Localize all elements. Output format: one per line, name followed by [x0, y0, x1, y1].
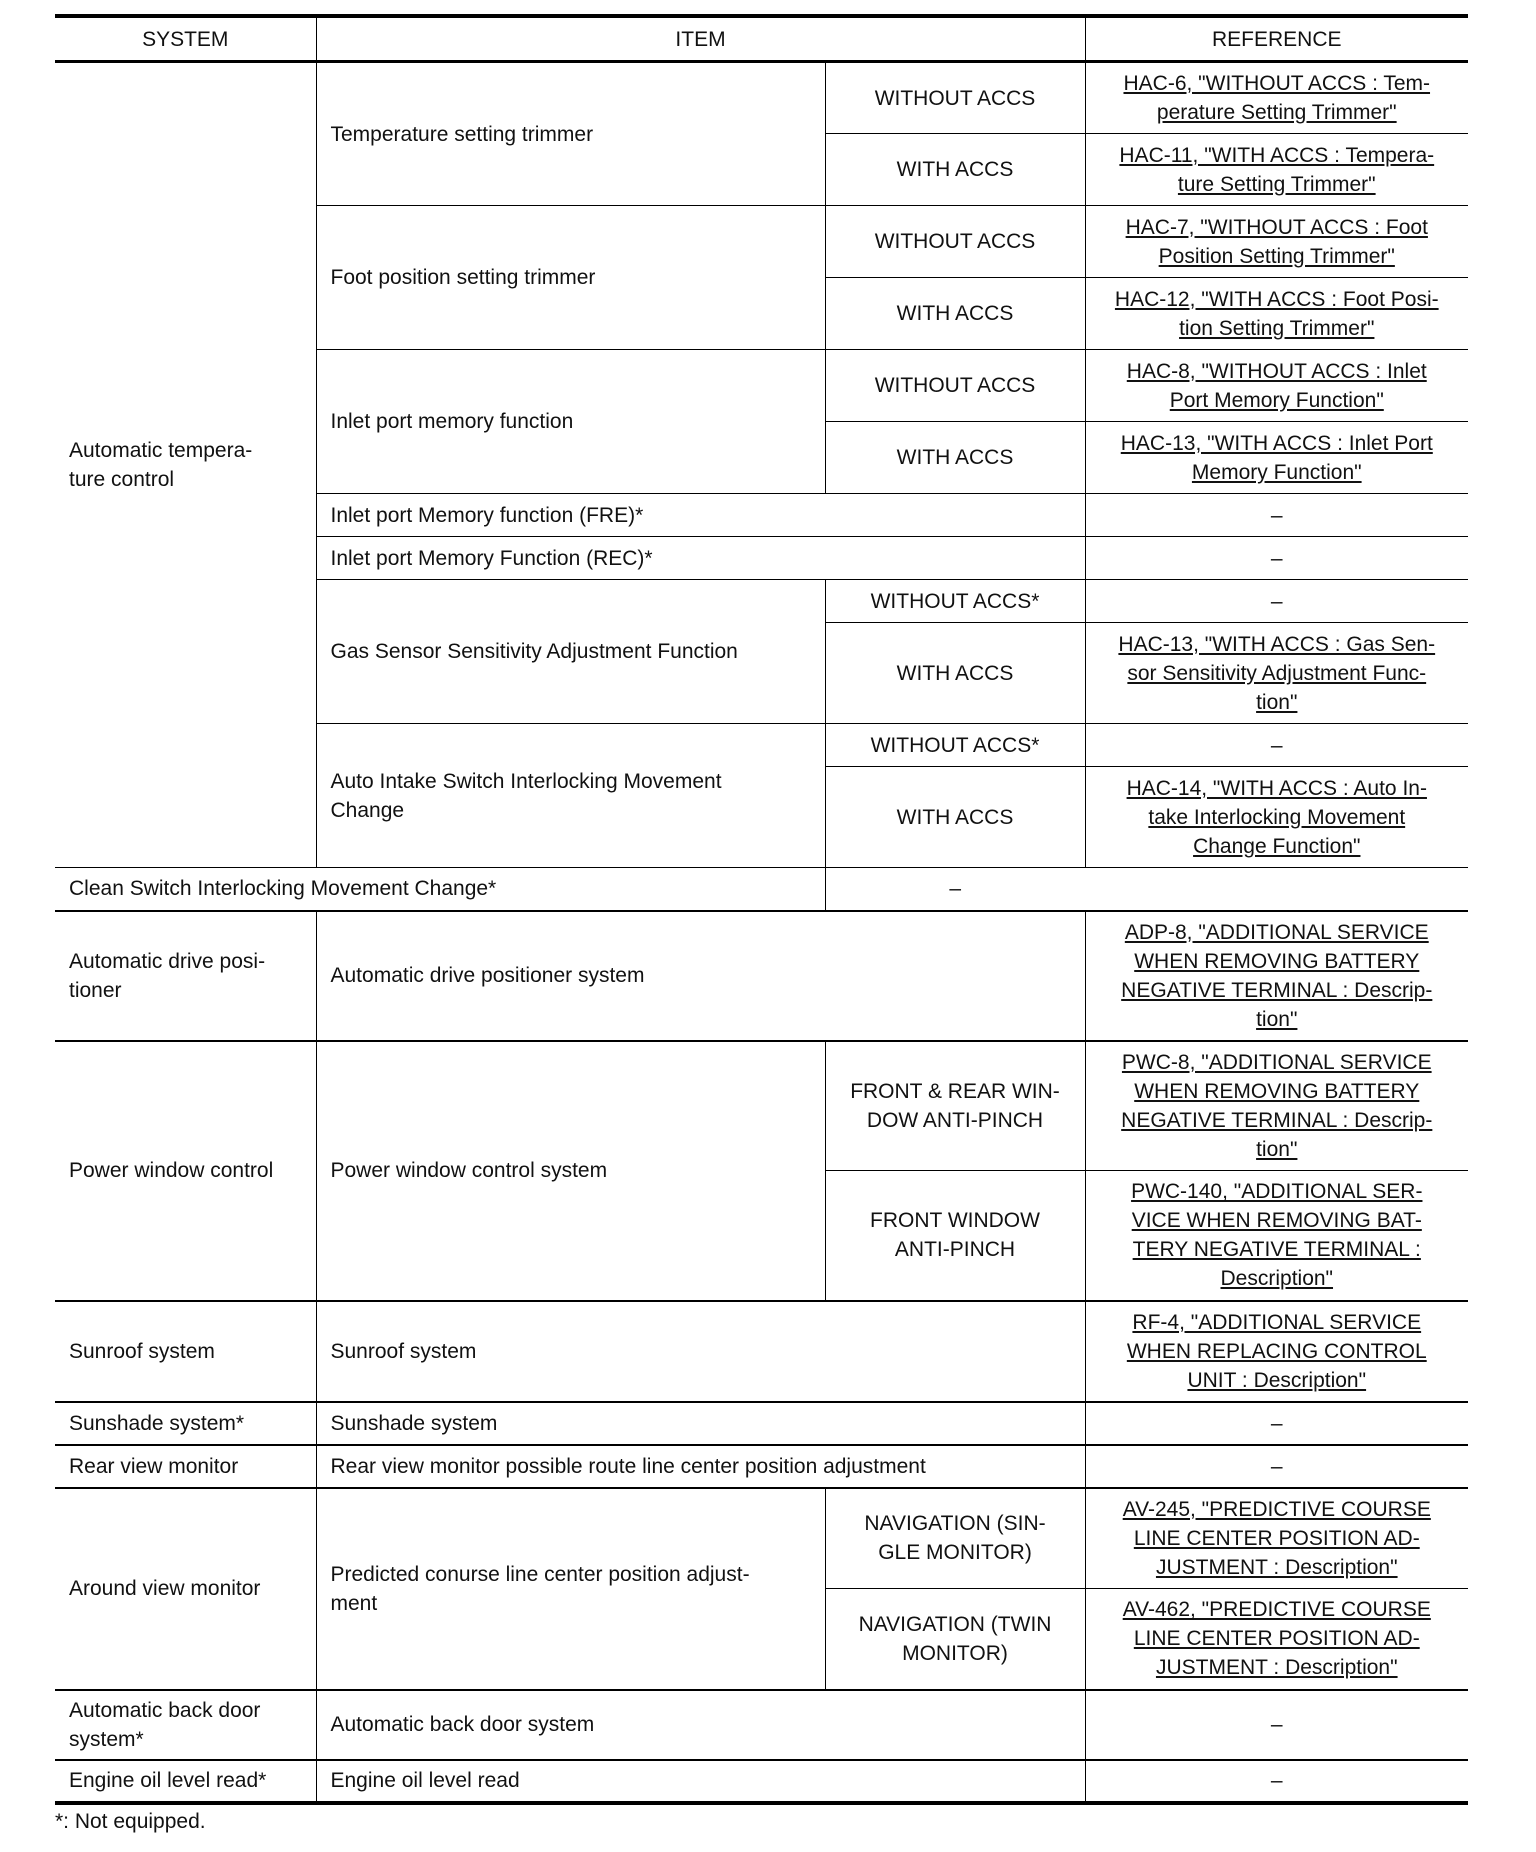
system-cell: Rear view monitor: [55, 1445, 316, 1488]
reference-table: [55, 14, 1468, 1805]
variant-cell: WITHOUT ACCS: [825, 350, 1085, 422]
reference-link[interactable]: HAC-13, "WITH ACCS : Inlet Port Memory Function": [1120, 431, 1433, 484]
table-row: [55, 1445, 1468, 1488]
reference-link[interactable]: PWC-140, "ADDITIONAL SER- VICE WHEN REMOVING BAT- TERY NEGATIVE TERMINAL : Description": [1131, 1180, 1423, 1291]
item-cell: Auto Intake Switch Interlocking Movement Change: [316, 724, 825, 868]
variant-cell: WITH ACCS: [825, 767, 1085, 868]
table-row: [55, 911, 1468, 1041]
reference-cell: [1085, 62, 1468, 134]
system-cell: Engine oil level read*: [55, 1760, 316, 1803]
item-cell: Inlet port Memory function (FRE)*: [316, 494, 1085, 537]
variant-cell: FRONT & REAR WIN- DOW ANTI-PINCH: [825, 1041, 1085, 1171]
item-cell: Automatic back door system: [316, 1690, 1085, 1760]
system-cell: Sunroof system: [55, 1301, 316, 1402]
variant-cell: WITH ACCS: [825, 623, 1085, 724]
reference-link[interactable]: HAC-13, "WITH ACCS : Gas Sen- sor Sensitivity Adjustment Func- tion": [1118, 632, 1436, 714]
reference-link[interactable]: HAC-12, "WITH ACCS : Foot Posi- tion Setting Trimmer": [1114, 287, 1439, 340]
reference-link[interactable]: PWC-8, "ADDITIONAL SERVICE WHEN REMOVING BATTERY NEGATIVE TERMINAL : Descrip- tion": [1121, 1050, 1433, 1161]
table-row: [55, 1402, 1468, 1445]
reference-cell: –: [1085, 1690, 1468, 1760]
reference-cell: [1085, 134, 1468, 206]
reference-cell: [1085, 1041, 1468, 1171]
header-item: ITEM: [316, 16, 1085, 62]
system-cell: Automatic drive posi- tioner: [55, 911, 316, 1041]
variant-cell: FRONT WINDOW ANTI-PINCH: [825, 1171, 1085, 1301]
system-cell: Around view monitor: [55, 1488, 316, 1690]
variant-cell: WITH ACCS: [825, 134, 1085, 206]
reference-cell: –: [1085, 724, 1468, 767]
item-cell: Gas Sensor Sensitivity Adjustment Function: [316, 580, 825, 724]
reference-cell: –: [1085, 1445, 1468, 1488]
header-reference: REFERENCE: [1085, 16, 1468, 62]
reference-link[interactable]: HAC-7, "WITHOUT ACCS : Foot Position Setting Trimmer": [1125, 215, 1428, 268]
variant-cell: NAVIGATION (SIN- GLE MONITOR): [825, 1488, 1085, 1589]
system-cell: Automatic tempera- ture control: [55, 62, 316, 868]
table-row: [55, 1690, 1468, 1760]
variant-cell: WITHOUT ACCS: [825, 206, 1085, 278]
reference-cell: [1085, 1301, 1468, 1402]
item-cell: Inlet port memory function: [316, 350, 825, 494]
table-row: [55, 868, 1468, 911]
reference-link[interactable]: HAC-6, "WITHOUT ACCS : Tem- perature Setting Trimmer": [1123, 72, 1431, 124]
variant-cell: WITHOUT ACCS: [825, 62, 1085, 134]
reference-link[interactable]: HAC-8, "WITHOUT ACCS : Inlet Port Memory Function": [1126, 359, 1427, 412]
item-cell: Predicted conurse line center position adjust- ment: [316, 1488, 825, 1690]
reference-link[interactable]: AV-462, "PREDICTIVE COURSE LINE CENTER POSITION AD- JUSTMENT : Description": [1122, 1598, 1431, 1680]
reference-cell: [1085, 206, 1468, 278]
variant-cell: WITHOUT ACCS*: [825, 724, 1085, 767]
reference-link[interactable]: AV-245, "PREDICTIVE COURSE LINE CENTER POSITION AD- JUSTMENT : Description": [1122, 1497, 1431, 1579]
item-cell: Foot position setting trimmer: [316, 206, 825, 350]
table-row: [55, 1488, 1468, 1589]
reference-link[interactable]: HAC-11, "WITH ACCS : Tempera- ture Setting Trimmer": [1119, 143, 1435, 196]
reference-cell: [1085, 1171, 1468, 1301]
reference-link[interactable]: ADP-8, "ADDITIONAL SERVICE WHEN REMOVING BATTERY NEGATIVE TERMINAL : Descrip- tion": [1121, 920, 1433, 1031]
item-cell: Sunroof system: [316, 1301, 1085, 1402]
reference-cell: [1085, 350, 1468, 422]
system-cell: Sunshade system*: [55, 1402, 316, 1445]
reference-cell: [1085, 278, 1468, 350]
item-cell: Rear view monitor possible route line center position adjustment: [316, 1445, 1085, 1488]
table-row: [55, 1041, 1468, 1171]
item-cell: Automatic drive positioner system: [316, 911, 1085, 1041]
item-cell: Power window control system: [316, 1041, 825, 1301]
reference-cell: –: [1085, 1760, 1468, 1803]
reference-cell: –: [1085, 494, 1468, 537]
reference-cell: –: [1085, 537, 1468, 580]
table-row: [55, 1760, 1468, 1803]
variant-cell: WITH ACCS: [825, 278, 1085, 350]
variant-cell: WITH ACCS: [825, 422, 1085, 494]
reference-cell: [1085, 623, 1468, 724]
reference-link[interactable]: HAC-14, "WITH ACCS : Auto In- take Interlocking Movement Change Function": [1126, 776, 1427, 858]
reference-cell: [1085, 1488, 1468, 1589]
system-cell: Power window control: [55, 1041, 316, 1301]
reference-cell: –: [825, 868, 1085, 911]
item-cell: Sunshade system: [316, 1402, 1085, 1445]
footnote: *: Not equipped.: [55, 1810, 206, 1833]
table-row: [55, 1301, 1468, 1402]
item-cell: Clean Switch Interlocking Movement Change*: [55, 868, 825, 911]
variant-cell: WITHOUT ACCS*: [825, 580, 1085, 623]
reference-cell: –: [1085, 1402, 1468, 1445]
header-system: SYSTEM: [55, 16, 316, 62]
table-row: [55, 62, 1468, 134]
system-cell: Automatic back door system*: [55, 1690, 316, 1760]
table-header-row: [55, 16, 1468, 62]
reference-cell: –: [1085, 580, 1468, 623]
variant-cell: NAVIGATION (TWIN MONITOR): [825, 1589, 1085, 1690]
item-cell: Inlet port Memory Function (REC)*: [316, 537, 1085, 580]
reference-cell: [1085, 767, 1468, 868]
item-cell: Engine oil level read: [316, 1760, 1085, 1803]
reference-cell: [1085, 1589, 1468, 1690]
reference-link[interactable]: RF-4, "ADDITIONAL SERVICE WHEN REPLACING CONTROL UNIT : Description": [1126, 1310, 1427, 1392]
item-cell: Temperature setting trimmer: [316, 62, 825, 206]
reference-cell: [1085, 422, 1468, 494]
reference-cell: [1085, 911, 1468, 1041]
